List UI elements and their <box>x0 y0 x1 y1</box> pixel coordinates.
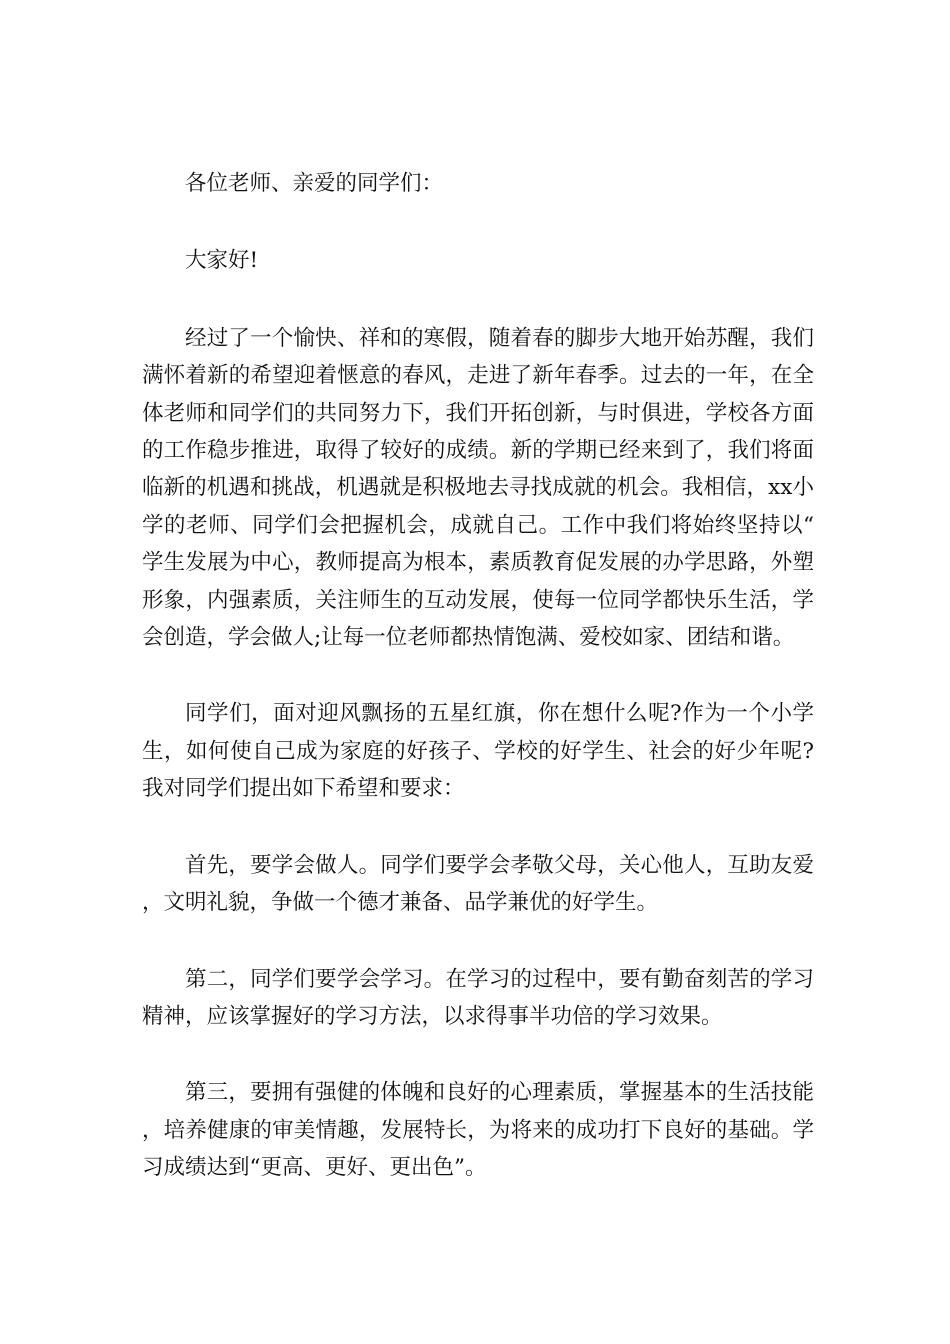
paragraph-third: 第三，要拥有强健的体魄和良好的心理素质，掌握基本的生活技能，培养健康的审美情趣，发展特长，为将来的成功打下良好的基础。学习成绩达到“更高、更好、更出色”。 <box>142 1080 814 1181</box>
paragraph-question: 同学们，面对迎风飘扬的五星红旗，你在想什么呢?作为一个小学生，如何使自己成为家庭的好孩子、学校的好学生、社会的好少年呢?我对同学们提出如下希望和要求： <box>142 701 814 802</box>
greeting: 大家好! <box>185 248 259 274</box>
salutation: 各位老师、亲爱的同学们： <box>185 171 444 196</box>
paragraph-second: 第二，同学们要学会学习。在学习的过程中，要有勤奋刻苦的学习精神，应该掌握好的学习方法，以求得事半功倍的学习效果。 <box>142 966 814 1029</box>
paragraph-first: 首先，要学会做人。同学们要学会孝敬父母，关心他人，互助友爱，文明礼貌，争做一个德才兼备、品学兼优的好学生。 <box>142 852 814 916</box>
document-body <box>142 165 814 1226</box>
paragraph-intro: 经过了一个愉快、祥和的寒假，随着春的脚步大地开始苏醒，我们满怀着新的希望迎着惬意的春风，走进了新年春季。过去的一年，在全体老师和同学们的共同努力下，我们开拓创新，与时俱进，学校各方面的工作稳步推进，取得了较好的成绩。新的学期已经来到了，我们将面临新的机遇和挑战，机遇就是积极地去寻找成就的机会。我相信，xx小学的老师、同学们会把握机会，成就自己。工作中我们将始终坚持以“学生发展为中心，教师提高为根本，素质教育促发展的办学思路，外塑形象，内强素质，关注师生的互动发展，使每一位同学都快乐生活，学会创造，学会做人;让每一位老师都热情饱满、爱校如家、团结和谐。 <box>142 325 814 651</box>
